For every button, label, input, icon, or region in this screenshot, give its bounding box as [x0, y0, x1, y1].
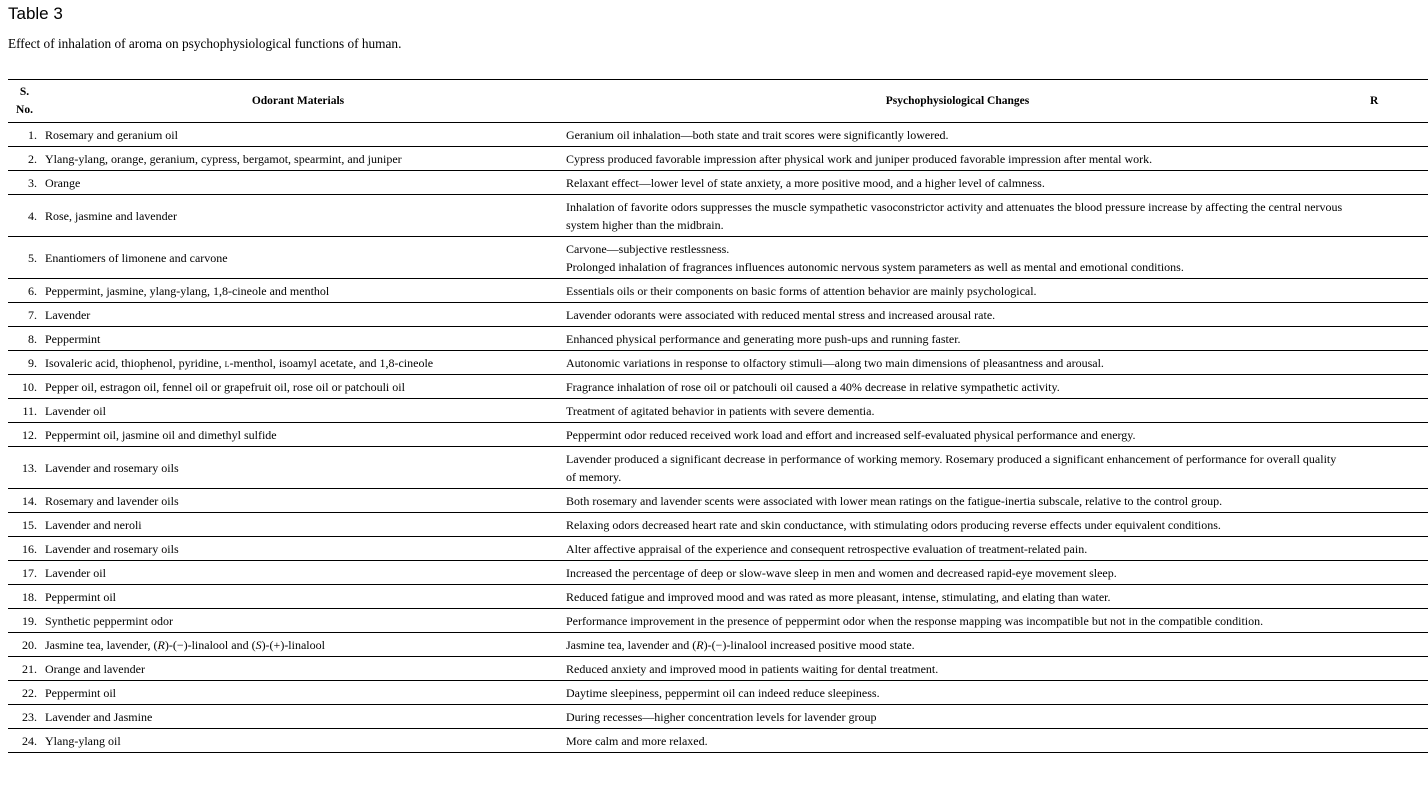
changes-cell — [557, 423, 1358, 447]
table-row — [8, 123, 1428, 147]
serial-number-cell: 16. — [22, 541, 37, 556]
serial-number-cell: 23. — [22, 709, 37, 724]
reference-cell — [1358, 351, 1428, 375]
table-row — [8, 327, 1428, 351]
odorant-cell: Peppermint — [45, 331, 101, 346]
changes-line: Alter affective appraisal of the experience and consequent retrospective evaluation of treatment-related pain. — [566, 541, 1088, 556]
table-row — [8, 657, 1428, 681]
changes-line: Daytime sleepiness, peppermint oil can indeed reduce sleepiness. — [566, 685, 880, 700]
reference-cell — [1358, 195, 1428, 237]
table-row — [8, 303, 1428, 327]
reference-cell — [1358, 705, 1428, 729]
odorant-cell: Ylang-ylang oil — [45, 733, 121, 748]
table-row — [8, 729, 1428, 753]
aroma-effects-table — [8, 79, 1428, 753]
reference-cell — [1358, 513, 1428, 537]
odorant-cell: Peppermint oil — [45, 685, 116, 700]
odorant-text-part: )-(+)-linalool — [261, 637, 325, 652]
odorant-text-part: S — [255, 637, 262, 652]
odorant-cell: Orange and lavender — [45, 661, 145, 676]
serial-number-cell: 20. — [22, 637, 37, 652]
reference-cell — [1358, 147, 1428, 171]
table-row — [8, 561, 1428, 585]
odorant-cell — [39, 351, 557, 375]
serial-number-cell: 21. — [22, 661, 37, 676]
reference-cell — [1358, 609, 1428, 633]
changes-line: Relaxing odors decreased heart rate and skin conductance, with stimulating odors producing reverse effects under equivalent conditions. — [566, 517, 1221, 532]
changes-cell — [557, 171, 1358, 195]
changes-line: Treatment of agitated behavior in patients with severe dementia. — [566, 403, 875, 418]
changes-cell — [557, 375, 1358, 399]
changes-cell — [557, 705, 1358, 729]
changes-line: Inhalation of favorite odors suppresses the muscle sympathetic vasoconstrictor activity and attenuates the blood pressure increase by affecting the central nervous system higher than the midbrain. — [566, 199, 1343, 232]
header-row — [8, 80, 1428, 123]
table-row — [8, 537, 1428, 561]
serial-number-cell: 15. — [22, 517, 37, 532]
header-serial-number — [8, 80, 39, 123]
changes-cell — [557, 585, 1358, 609]
serial-number-cell: 24. — [22, 733, 37, 748]
odorant-cell: Ylang-ylang, orange, geranium, cypress, bergamot, spearmint, and juniper — [45, 151, 402, 166]
changes-line: Geranium oil inhalation—both state and trait scores were significantly lowered. — [566, 127, 949, 142]
changes-cell — [557, 729, 1358, 753]
serial-number-cell: 5. — [28, 250, 37, 265]
header-serial-line1: S. — [19, 86, 30, 98]
reference-cell — [1358, 327, 1428, 351]
table-row — [8, 171, 1428, 195]
changes-cell — [557, 489, 1358, 513]
table-body — [8, 123, 1428, 753]
reference-cell — [1358, 171, 1428, 195]
changes-line: Relaxant effect—lower level of state anxiety, a more positive mood, and a higher level of calmness. — [566, 175, 1045, 190]
changes-cell — [557, 327, 1358, 351]
changes-line: Both rosemary and lavender scents were associated with lower mean ratings on the fatigue-inertia subscale, relative to the control group. — [566, 493, 1223, 508]
changes-cell — [557, 657, 1358, 681]
odorant-cell: Lavender and Jasmine — [45, 709, 153, 724]
changes-text-part: Jasmine tea, lavender and ( — [566, 637, 697, 652]
odorant-cell: Lavender oil — [45, 403, 106, 418]
table-row — [8, 195, 1428, 237]
changes-cell — [557, 147, 1358, 171]
serial-number-cell: 17. — [22, 565, 37, 580]
serial-number-cell: 3. — [28, 175, 37, 190]
changes-cell — [557, 633, 1358, 657]
odorant-text-part: Jasmine tea, lavender, ( — [45, 637, 158, 652]
reference-cell — [1358, 423, 1428, 447]
odorant-text-part: l — [224, 355, 230, 370]
odorant-cell: Synthetic peppermint odor — [45, 613, 173, 628]
changes-text-part: R — [696, 637, 704, 652]
header-psychophysiological-changes: Psychophysiological Changes — [885, 95, 1030, 107]
table-row — [8, 399, 1428, 423]
changes-line: During recesses—higher concentration levels for lavender group — [566, 709, 877, 724]
changes-line: More calm and more relaxed. — [566, 733, 708, 748]
serial-number-cell: 22. — [22, 685, 37, 700]
changes-cell — [557, 609, 1358, 633]
serial-number-cell: 13. — [22, 460, 37, 475]
reference-cell — [1358, 279, 1428, 303]
odorant-cell: Peppermint oil — [45, 589, 116, 604]
reference-cell — [1358, 657, 1428, 681]
changes-cell — [557, 681, 1358, 705]
serial-number-cell: 9. — [28, 355, 37, 370]
odorant-cell: Rosemary and geranium oil — [45, 127, 178, 142]
serial-number-cell: 4. — [28, 208, 37, 223]
table-label: Table 3 — [8, 4, 63, 23]
table-row — [8, 585, 1428, 609]
odorant-cell — [39, 633, 557, 657]
serial-number-cell: 6. — [28, 283, 37, 298]
odorant-text-part: -menthol, isoamyl acetate, and 1,8-cineole — [229, 355, 434, 370]
header-reference-clipped: R — [1370, 95, 1379, 107]
reference-cell — [1358, 303, 1428, 327]
reference-cell — [1358, 681, 1428, 705]
changes-line: Cypress produced favorable impression after physical work and juniper produced favorable impression after mental work. — [566, 151, 1153, 166]
changes-line: Peppermint odor reduced received work load and effort and increased self-evaluated physical performance and energy. — [566, 427, 1136, 442]
table-row — [8, 447, 1428, 489]
odorant-cell: Lavender and rosemary oils — [45, 460, 179, 475]
changes-cell — [557, 195, 1358, 237]
header-odorant-materials: Odorant Materials — [251, 95, 345, 107]
table-row — [8, 633, 1428, 657]
reference-cell — [1358, 237, 1428, 279]
odorant-text-part: Isovaleric acid, thiophenol, pyridine, — [45, 355, 225, 370]
table-row — [8, 423, 1428, 447]
odorant-cell: Rose, jasmine and lavender — [45, 208, 177, 223]
table-row — [8, 279, 1428, 303]
table-row — [8, 237, 1428, 279]
changes-line: Fragrance inhalation of rose oil or patchouli oil caused a 40% decrease in relative sympathetic activity. — [566, 379, 1060, 394]
odorant-text-part: )-(−)-linalool and ( — [164, 637, 256, 652]
table-row — [8, 147, 1428, 171]
reference-cell — [1358, 729, 1428, 753]
odorant-text-part: R — [157, 637, 165, 652]
changes-cell — [557, 537, 1358, 561]
changes-line: Autonomic variations in response to olfactory stimuli—along two main dimensions of pleasantness and arousal. — [566, 355, 1104, 370]
changes-cell — [557, 447, 1358, 489]
changes-cell — [557, 279, 1358, 303]
changes-line: Lavender produced a significant decrease in performance of working memory. Rosemary produced a significant enhancement of performance for overall quality of memory. — [566, 451, 1337, 484]
changes-cell — [557, 351, 1358, 375]
reference-cell — [1358, 633, 1428, 657]
changes-cell — [557, 513, 1358, 537]
changes-cell — [557, 123, 1358, 147]
changes-cell — [557, 399, 1358, 423]
changes-line: Prolonged inhalation of fragrances influences autonomic nervous system parameters as well as mental and emotional conditions. — [566, 259, 1184, 274]
odorant-cell: Pepper oil, estragon oil, fennel oil or grapefruit oil, rose oil or patchouli oil — [45, 379, 405, 394]
table-caption: Effect of inhalation of aroma on psychophysiological functions of human. — [8, 36, 402, 51]
reference-cell — [1358, 585, 1428, 609]
odorant-cell: Lavender oil — [45, 565, 106, 580]
odorant-cell: Lavender — [45, 307, 91, 322]
table-row — [8, 375, 1428, 399]
changes-cell — [557, 561, 1358, 585]
reference-cell — [1358, 489, 1428, 513]
table-row — [8, 705, 1428, 729]
table-row — [8, 609, 1428, 633]
serial-number-cell: 8. — [28, 331, 37, 346]
table-row — [8, 351, 1428, 375]
table-container[interactable] — [8, 79, 1379, 748]
changes-line: Lavender odorants were associated with reduced mental stress and increased arousal rate. — [566, 307, 996, 322]
reference-cell — [1358, 375, 1428, 399]
odorant-cell: Peppermint, jasmine, ylang-ylang, 1,8-cineole and menthol — [45, 283, 330, 298]
reference-cell — [1358, 123, 1428, 147]
changes-line: Performance improvement in the presence of peppermint odor when the response mapping was incompatible but not in the compatible condition. — [566, 613, 1264, 628]
changes-line: Increased the percentage of deep or slow-wave sleep in men and women and decreased rapid-eye movement sleep. — [566, 565, 1117, 580]
changes-cell — [557, 237, 1358, 279]
reference-cell — [1358, 447, 1428, 489]
table-row — [8, 681, 1428, 705]
table-header — [8, 80, 1428, 123]
odorant-cell: Lavender and rosemary oils — [45, 541, 179, 556]
changes-line: Reduced fatigue and improved mood and was rated as more pleasant, intense, stimulating, and elating than water. — [566, 589, 1111, 604]
reference-cell — [1358, 537, 1428, 561]
odorant-cell: Rosemary and lavender oils — [45, 493, 179, 508]
header-serial-line2: No. — [16, 104, 33, 116]
serial-number-cell: 14. — [22, 493, 37, 508]
reference-cell — [1358, 561, 1428, 585]
odorant-cell: Enantiomers of limonene and carvone — [45, 250, 228, 265]
serial-number-cell: 19. — [22, 613, 37, 628]
odorant-cell: Orange — [45, 175, 81, 190]
serial-number-cell: 11. — [22, 403, 37, 418]
changes-line: Reduced anxiety and improved mood in patients waiting for dental treatment. — [566, 661, 939, 676]
serial-number-cell: 18. — [22, 589, 37, 604]
table-row — [8, 489, 1428, 513]
serial-number-cell: 7. — [28, 307, 37, 322]
odorant-cell: Lavender and neroli — [45, 517, 142, 532]
table-row — [8, 513, 1428, 537]
changes-text-part: )-(−)-linalool increased positive mood state. — [703, 637, 915, 652]
changes-line: Enhanced physical performance and generating more push-ups and running faster. — [566, 331, 961, 346]
changes-line: Carvone—subjective restlessness. — [566, 241, 730, 256]
changes-line: Essentials oils or their components on basic forms of attention behavior are mainly psychological. — [566, 283, 1037, 298]
serial-number-cell: 12. — [22, 427, 37, 442]
changes-cell — [557, 303, 1358, 327]
reference-cell — [1358, 399, 1428, 423]
serial-number-cell: 1. — [28, 127, 37, 142]
odorant-cell: Peppermint oil, jasmine oil and dimethyl sulfide — [45, 427, 277, 442]
serial-number-cell: 10. — [22, 379, 37, 394]
serial-number-cell: 2. — [28, 151, 37, 166]
